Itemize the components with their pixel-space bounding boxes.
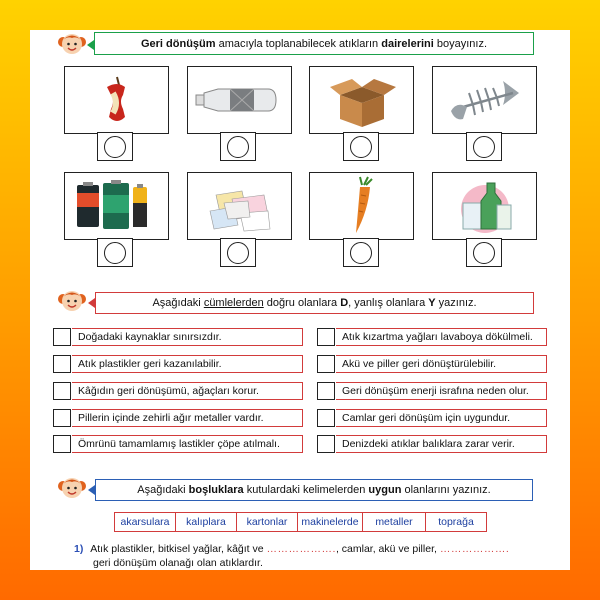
color-circle[interactable] — [104, 242, 126, 264]
speech-tail — [87, 40, 94, 50]
answer-box[interactable] — [53, 409, 71, 427]
instruction-1-mid: amacıyla toplanabilecek atıkların — [215, 37, 382, 50]
answer-box[interactable] — [53, 382, 71, 400]
recycle-item-glass — [432, 172, 537, 240]
color-circle-tab-2[interactable] — [220, 132, 256, 161]
paper-scraps-icon — [188, 173, 291, 239]
question-text-b: , camlar, akü ve piller, — [335, 543, 440, 555]
statement-row — [317, 328, 547, 346]
answer-box[interactable] — [317, 382, 335, 400]
question-number: 1) — [74, 543, 84, 555]
statement-row — [53, 328, 303, 346]
plastic-bottle-icon — [188, 67, 291, 133]
fish-bone-icon — [433, 67, 536, 133]
statement-text: Atık kızartma yağları lavaboya dökülmeli. — [336, 328, 547, 346]
worksheet — [30, 30, 570, 570]
statement-text: Ömrünü tamamlamış lastikler çöpe atılmalı. — [72, 435, 303, 453]
girl-face-icon — [57, 474, 87, 502]
color-circle[interactable] — [104, 136, 126, 158]
answer-box[interactable] — [53, 435, 71, 453]
word-bank-item: kartonlar — [236, 512, 298, 532]
recycle-item-carrot — [309, 172, 414, 240]
color-circle-tab-8[interactable] — [466, 238, 502, 267]
color-circle[interactable] — [350, 242, 372, 264]
statement-text: Geri dönüşüm enerji israfına neden olur. — [336, 382, 547, 400]
answer-blank-2[interactable]: ………………. — [439, 543, 510, 555]
instruction-2-bold2: Y — [428, 297, 436, 309]
color-circle-tab-5[interactable] — [97, 238, 133, 267]
glass-jars-icon — [433, 173, 536, 239]
statement-row — [53, 435, 303, 453]
word-bank-item: makinelerde — [297, 512, 363, 532]
recycle-item-paper — [187, 172, 292, 240]
statement-text: Pillerin içinde zehirli ağır metaller vardır. — [72, 409, 303, 427]
word-bank-item: toprağa — [425, 512, 487, 532]
instruction-3 — [95, 479, 533, 501]
statement-text: Denizdeki atıklar balıklara zarar verir. — [336, 435, 547, 453]
answer-box[interactable] — [317, 355, 335, 373]
instruction-2-pre: Aşağıdaki — [152, 297, 204, 309]
color-circle[interactable] — [473, 136, 495, 158]
instruction-3-bold2: uygun — [368, 484, 402, 496]
word-bank-item: kalıplara — [175, 512, 237, 532]
instruction-1 — [94, 32, 534, 55]
instruction-2-post: yazınız. — [435, 297, 477, 309]
color-circle-tab-6[interactable] — [220, 238, 256, 267]
question-1-line-2: geri dönüşüm olanağı olan atıklardır. — [93, 557, 263, 569]
recycle-item-apple — [64, 66, 169, 134]
instruction-1-post: boyayınız. — [433, 37, 488, 50]
color-circle-tab-1[interactable] — [97, 132, 133, 161]
statement-row — [317, 409, 547, 427]
speech-tail — [88, 298, 95, 308]
instruction-3-bold1: boşluklara — [188, 484, 244, 496]
answer-box[interactable] — [53, 355, 71, 373]
girl-face-icon — [57, 287, 87, 315]
color-circle[interactable] — [227, 136, 249, 158]
statement-row — [317, 382, 547, 400]
statement-row — [53, 355, 303, 373]
recycle-item-fishbone — [432, 66, 537, 134]
instruction-2 — [95, 292, 534, 314]
apple-core-icon — [65, 67, 168, 133]
speech-tail — [88, 485, 95, 495]
instruction-2-bold1: D — [340, 297, 349, 309]
recycle-item-bottle — [187, 66, 292, 134]
statement-text: Atık plastikler geri kazanılabilir. — [72, 355, 303, 373]
statement-row — [317, 435, 547, 453]
statement-text: Akü ve piller geri dönüştürülebilir. — [336, 355, 547, 373]
instruction-1-bold2: dairelerini — [381, 37, 434, 50]
answer-box[interactable] — [53, 328, 71, 346]
statement-row — [53, 382, 303, 400]
instruction-3-post: olanlarını yazınız. — [401, 484, 491, 496]
recycle-item-box — [309, 66, 414, 134]
instruction-3-mid: kutulardaki kelimelerden — [243, 484, 369, 496]
instruction-2-underlined: cümlelerden — [203, 297, 264, 309]
statement-text: Camlar geri dönüşüm için uygundur. — [336, 409, 547, 427]
instruction-2-mid2: , yanlış olanlara — [348, 297, 429, 309]
carrot-icon — [310, 173, 413, 239]
statement-text: Kâğıdın geri dönüşümü, ağaçları korur. — [72, 382, 303, 400]
color-circle-tab-7[interactable] — [343, 238, 379, 267]
statement-row — [317, 355, 547, 373]
word-bank-item: akarsulara — [114, 512, 176, 532]
instruction-1-bold1: Geri dönüşüm — [140, 37, 216, 50]
instruction-2-mid: doğru olanlara — [263, 297, 341, 309]
cardboard-box-icon — [310, 67, 413, 133]
answer-box[interactable] — [317, 328, 335, 346]
color-circle-tab-3[interactable] — [343, 132, 379, 161]
color-circle[interactable] — [350, 136, 372, 158]
statement-row — [53, 409, 303, 427]
recycle-item-batteries — [64, 172, 169, 240]
answer-blank-1[interactable]: ………………. — [266, 543, 336, 555]
word-bank-item: metaller — [362, 512, 426, 532]
girl-face-icon — [57, 30, 87, 58]
color-circle[interactable] — [473, 242, 495, 264]
color-circle-tab-4[interactable] — [466, 132, 502, 161]
color-circle[interactable] — [227, 242, 249, 264]
statement-text: Doğadaki kaynaklar sınırsızdır. — [72, 328, 303, 346]
question-text-a: Atık plastikler, bitkisel yağlar, kâğıt ve — [90, 543, 267, 555]
instruction-3-pre: Aşağıdaki — [137, 484, 189, 496]
answer-box[interactable] — [317, 435, 335, 453]
batteries-icon — [65, 173, 168, 239]
answer-box[interactable] — [317, 409, 335, 427]
question-1-line-1 — [74, 543, 509, 555]
